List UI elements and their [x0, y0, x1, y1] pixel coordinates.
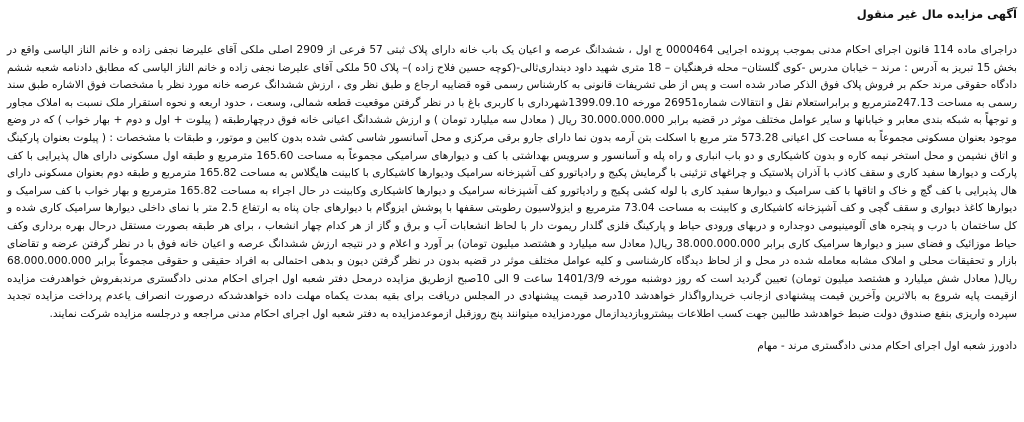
auction-notice — [7, 0, 1017, 354]
notice-body: دراجرای ماده 114 قانون اجرای احکام مدنی بموجب پرونده اجرایی 0000464 ج اول ، ششدانگ عرصه و اعیان یک باب خانه دارای پلاک ثبتی 57 فرعی از 2909 اصلی ملکی آقای علیرضا نجفی زاده و خانم الناز الیاسی واقع در بخش 15 تبریز به آدرس : مرند – خیابان مدرس -کوی گلستان– محله فرهنگیان – 18 متری شهید داود دینداری‌ثالی-(کوچه حسین فلاح زاده )– پلاک 50 ملکی آقای علیرضا نجفی زاده و خانم الناز الیاسی که مطابق دادنامه شعبه ششم دادگاه حقوقی مرند حکم بر فروش پلاک فوق الذکر صادر شده است و پس از طی تشریفات قانونی به کارشناس رسمی قوه قضاییه ارجاع و طبق نظر وی ، ارزش ششدانگ عرصه خانه مورد نظر با مشخصات فوق الاشاره طبق سند رسمی به مساحت 247.13مترمربع و برابراستعلام نقل و انتقالات شماره26951 مورخه 1399.09.10شهرداری با کاربری باغ با در نظر گرفتن موقعیت قطعه شمالی، وسعت ، حدود اربعه و نحوه استقرار ملک نسبت به املاک مجاور و توجهاً به شبکه بندی معابر و خیابانها و سایر عوامل مختلف موثر در قضیه برابر 30.000.000.000 ریال ( معادل سه میلیارد تومان ) و ارزش ششدانگ اعیانی خانه فوق درچهارطبقه ( پیلوت + اول و دوم + بهار خواب ) که در وضع موجود بعنوان مسکونی مجموعاً به مساحت کل اعیانی 573.28 متر مربع با اسکلت بتن آرمه بدون نما دارای جارو برقی مرکزی و محل آسانسور شاسی کشی شده بدون کابین و موتور، و طبقات با مشخصات : ( پیلوت بعنوان پارکینگ و اتاق نشیمن و محل استخر نیمه کاره و بدون کاشیکاری و دو باب انباری و راه پله و آسانسور و سرویس بهداشتی با کف و دیوارهای سرامیکی مجموعاً به مساحت 165.60 مترمربع و طبقه اول مسکونی دارای هال پذیرایی با کف پارکت و دیوارها سفید کاری و سقف کاذب با آذران پلاستیک و چراغهای تزئینی با گرمایش پکیج و رادیاتورو کف آشپزخانه سرامیک ودیوارها کاشیکاری با کابینت هایگلاس به مساحت 165.82 مترمربع و طبقه دوم بعنوان مسکونی دارای هال پذیرایی با کف گچ و خاک و اتاقها با کف سرامیک و دیوارها سفید کاری با لوله کشی پکیج و رادیاتورو کف آشپزخانه سرامیک و دیوارها کاشیکاری وکابینت در حال اجراء به مساحت 165.82 مترمربع و بهار خواب با کف سرامیک و دیوارها کاغذ دیواری و سقف گچی و کف آشپزخانه کاشیکاری و کابینت به مساحت 73.04 مترمربع و ایزولاسیون رطوبتی سقفها با پوشش ایزوگام با دیوارهای جان پناه به ارتفاع 2.5 متر با نمای داخلی دیوارها سرامیک کاری شده و کل ساختمان با درب و پنجره های آلومینیومی دوجداره و دربهای ورودی حیاط و پارکینگ فلزی گلدار ریموت دار با لحاظ انشعابات آب و برق و گاز از هر کدام چهار انشعاب ، برای هر طبقه بصورت مستقل درحال بهره برداری وکف حیاط موزائیک و فضای سبز و دیوارها سرامیک کاری برابر 38.000.000.000 ریال( معادل سه میلیارد و هشتصد میلیون تومان) بر آورد و اعلام و در نتیجه ارزش ششدانگ عرصه و اعیان خانه فوق با در نظر گرفتن عرضه و تقاضای بازار و تحقیقات محلی و املاک مشابه معامله شده در محل و از لحاظ دیدگاه کارشناسی و کلیه عوامل مختلف موثر در قضیه بدون در نظر گرفتن دیون و بدهی احتمالی به افراد حقیقی و حقوقی مجموعاً برابر 68.000.000.000 ریال( معادل شش میلیارد و هشتصد میلیون تومان) تعیین گردید است که روز دوشنبه مورخه 1401/3/9 ساعت 9 الی 10صبح ازطریق مزایده درمحل دفتر شعبه اول اجرای احکام مدنی دادگستری مرندبفروش خواهدرفت مزایده ازقیمت پایه شروع به بالاترین وآخرین قیمت پیشنهادی ازجانب خریدارواگذار خواهدشد 10درصد قیمت پیشنهادی در المجلس دریافت برای بقیه بمدت یکماه مهلت داده خواهدشدکه درصورت انصراف یاعدم پرداخت مزایده تجدید سپرده واریزی بنفع صندوق دولت ضبط خواهدشد طالبین جهت کسب اطلاعات بیشتروبازدیدازمال موردمزایده میتوانند پنج روزقبل ازموعدمزایده به دفتر شعبه اول اجرای احکام مدنی مراجعه و درجلسه مزایده شرکت نمایند. — [7, 44, 1018, 320]
notice-title: آگهی مزایده مال غیر منقول — [856, 7, 1017, 21]
notice-signature: دادورز شعبه اول اجرای احکام مدنی دادگستری مرند - مهام — [757, 339, 1017, 352]
